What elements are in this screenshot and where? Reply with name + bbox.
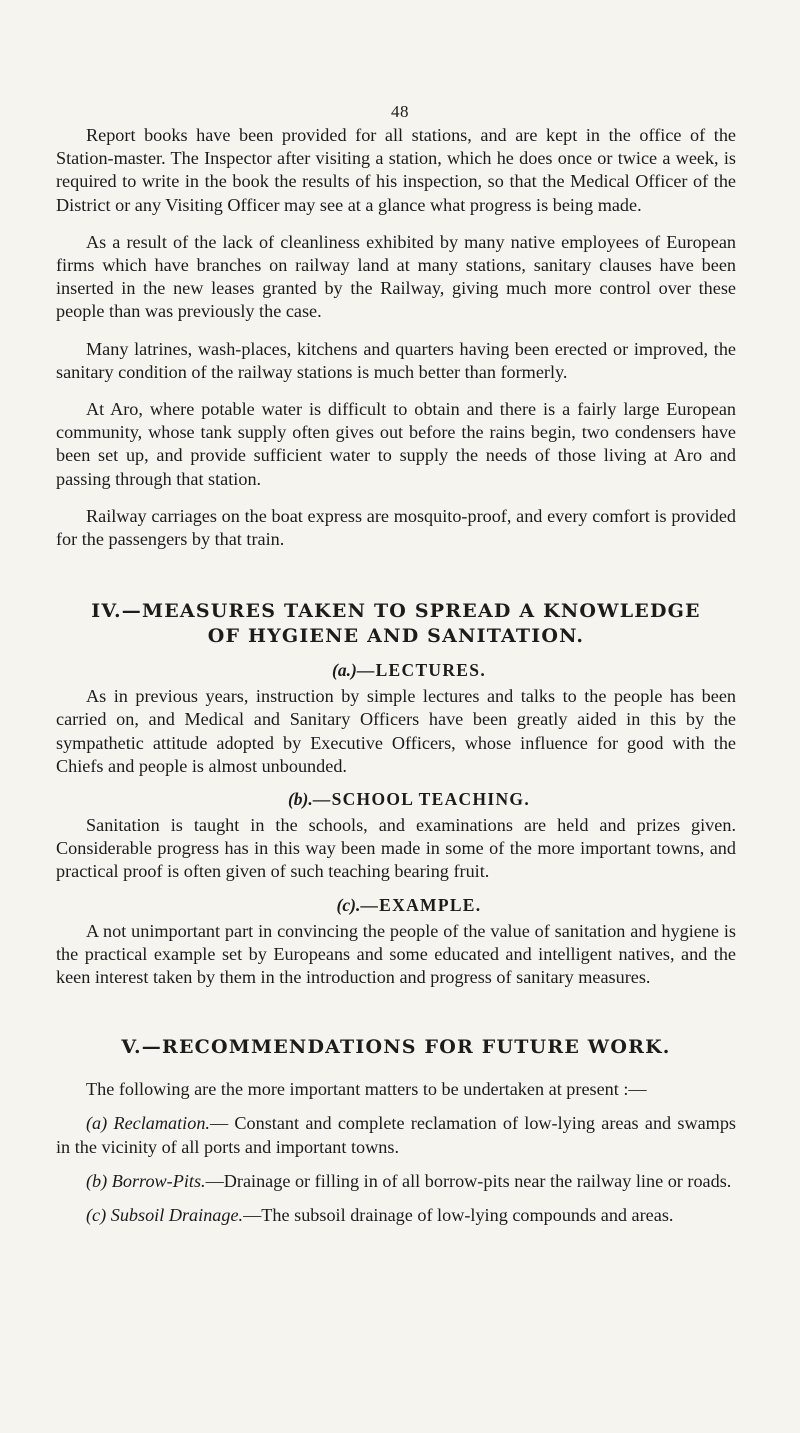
page-number: 48 [391, 102, 409, 121]
paragraph-recommendations-intro: The following are the more important matters to be undertaken at present :— [86, 1079, 647, 1100]
subheading-letter: (c). [336, 894, 361, 915]
paragraph-school-teaching: Sanitation is taught in the schools, and examinations are held and prizes given. Considerable progress has in this way been made in some of the more important towns, and practical proof is often given of such teaching bearing fruit. [56, 815, 736, 882]
item-title: Borrow-Pits. [111, 1170, 206, 1191]
recommendation-item-reclamation [56, 1112, 736, 1158]
paragraph-latrines: Many latrines, wash-places, kitchens and quarters having been erected or improved, the sanitary condition of the railway stations is much better than formerly. [56, 338, 736, 382]
item-label: (c) [86, 1205, 107, 1226]
subheading-title: —LECTURES. [356, 660, 486, 681]
paragraph-sanitary-clauses: As a result of the lack of cleanliness exhibited by many native employees of European firms which have branches on railway land at many stations, sanitary clauses have been inserted in the new leases granted by the Railway, giving much more control over these people than was previously the case. [56, 231, 736, 322]
item-title: Reclamation. [113, 1113, 210, 1134]
item-text: —Drainage or filling in of all borrow-pits near the railway line or roads. [205, 1170, 732, 1191]
subheading-title: —SCHOOL TEACHING. [312, 789, 531, 810]
recommendation-item-subsoil-drainage [56, 1204, 736, 1227]
paragraph-aro-water: At Aro, where potable water is difficult to obtain and there is a fairly large European community, whose tank supply often gives out before the rains begin, two condensers have been set up, and provide sufficient water to supply the needs of those living at Aro and passing through that station. [56, 399, 736, 489]
subheading-letter: (a.) [332, 660, 357, 681]
subheading-lectures [56, 659, 736, 681]
paragraph-report-books: Report books have been provided for all stations, and are kept in the office of the Station-master. The Inspector after visiting a station, which he does once or twice a week, is required to write in the book the results of his inspection, so that the Medical Officer of the District or any Visiting Officer may see at a glance what progress is being made. [56, 125, 736, 215]
item-label: (b) [86, 1170, 108, 1191]
item-label: (a) [86, 1113, 108, 1134]
subheading-school-teaching [56, 788, 736, 810]
item-text: —The subsoil drainage of low-lying compounds and areas. [243, 1205, 674, 1226]
subheading-example [56, 894, 736, 916]
paragraph-lectures: As in previous years, instruction by simple lectures and talks to the people has been carried on, and Medical and Sanitary Officers have been greatly aided in this by the sympathetic attitude adopted by Executive Officers, whose influence for good with the Chiefs and people is almost unbounded. [56, 686, 736, 776]
item-text: — Constant and complete reclamation of low-lying areas and swamps in the vicinity of all ports and important towns. [56, 1113, 736, 1157]
paragraph-railway-carriages: Railway carriages on the boat express are mosquito-proof, and every comfort is provided for the passengers by that train. [56, 505, 736, 550]
section-iv-heading-line-1: IV.—MEASURES TAKEN TO SPREAD A KNOWLEDGE [91, 600, 701, 623]
section-iv-heading [56, 599, 736, 649]
section-iv-heading-line-2: OF HYGIENE AND SANITATION. [207, 625, 585, 648]
section-v-heading: V.—RECOMMENDATIONS FOR FUTURE WORK. [121, 1036, 671, 1059]
item-title: Subsoil Drainage. [110, 1205, 244, 1226]
subheading-title: —EXAMPLE. [360, 894, 482, 915]
subheading-letter: (b). [287, 789, 313, 810]
paragraph-example: A not unimportant part in convincing the people of the value of sanitation and hygiene is the practical example set by Europeans and some educated and intelligent natives, and the keen interest taken by them in the introduction and progress of sanitary measures. [56, 920, 736, 988]
page-content [56, 124, 736, 1227]
recommendation-item-borrow-pits [56, 1170, 736, 1193]
